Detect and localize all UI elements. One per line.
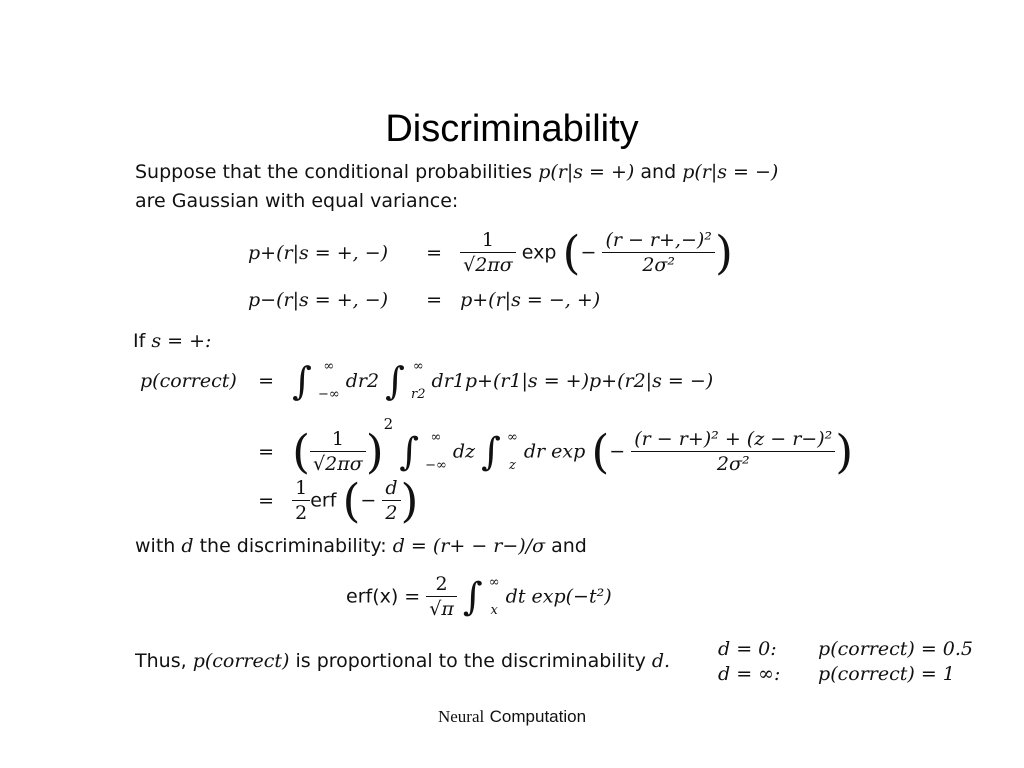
pcorrect-eq-1: = (258, 370, 274, 392)
pcorrect-eq-3: = (258, 489, 274, 512)
intro-expr-minus: p(r|s = −) (682, 161, 779, 183)
pcorrect-row-2 (140, 415, 854, 479)
integral-limits-erf (489, 576, 500, 618)
row2-norm-fraction (310, 427, 366, 476)
pcorrect-eq-2: = (258, 440, 274, 463)
gauss-exp-fraction (602, 228, 715, 277)
with-expr: d = (r+ − r−)/σ (392, 535, 546, 557)
case-1-condition: d = 0: (718, 638, 777, 660)
case-1-result: p(correct) = 0.5 (818, 638, 974, 660)
erf-lhs: erf(x) = (346, 585, 421, 608)
footer-computation: Computation (489, 707, 587, 726)
case-row-1 (718, 638, 973, 660)
gauss-open-paren: ( (562, 225, 581, 280)
intro-text: Suppose that the conditional probabilities (135, 161, 533, 183)
row2-minus: − (609, 440, 626, 463)
row3-half-num: 1 (292, 476, 310, 501)
erf-int-upper: ∞ (488, 574, 500, 590)
row3-half-fraction (292, 476, 310, 525)
gauss-equation-2 (248, 289, 600, 311)
integral-limits-3 (425, 431, 447, 473)
row2-body-1: dz (452, 440, 476, 463)
intro-line-1 (135, 161, 778, 183)
integral-2-upper: ∞ (412, 359, 424, 374)
row3-open-paren: ( (342, 473, 361, 528)
pcorrect-lhs: p(correct) (140, 370, 237, 392)
gauss-close-paren: ) (714, 225, 733, 280)
gauss-norm-num: 1 (460, 228, 516, 253)
case-2-condition: d = ∞: (718, 663, 781, 685)
with-text-2: the discriminability: (199, 535, 387, 557)
row2-exp-open-paren: ( (591, 424, 610, 479)
conclusion-var: d. (651, 650, 671, 672)
row2-exp-den: 2σ² (716, 453, 750, 475)
conclusion-text-2: is proportional to the discriminability (295, 650, 646, 672)
integral-4-upper: ∞ (506, 429, 518, 445)
gauss-minus: − (580, 241, 597, 264)
gauss-exp-den: 2σ² (642, 254, 676, 276)
row3-close-paren: ) (400, 473, 419, 528)
row2-exp-num: (r − r+)² + (z − r−)² (631, 427, 835, 452)
conclusion-expr: p(correct) (192, 650, 290, 672)
row2-exp-close-paren: ) (835, 424, 854, 479)
if-text: If (133, 330, 146, 352)
integral-limits-4 (507, 431, 518, 473)
integral-sign: ∫ (462, 574, 483, 619)
integral-sign: ∫ (385, 359, 405, 403)
erf-int-lower: x (490, 602, 498, 618)
erf-num: 2 (426, 572, 457, 597)
pcorrect-row-3 (140, 473, 419, 528)
erf-body: dt exp(−t²) (505, 585, 612, 608)
pcorrect-row-1 (140, 360, 713, 402)
if-condition: s = +: (151, 330, 212, 352)
integral-sign: ∫ (399, 429, 420, 474)
gauss-exp: exp (521, 241, 557, 264)
slide-title: Discriminability (385, 108, 639, 150)
gauss-eq-1: = (426, 241, 442, 264)
gauss-equation-1 (248, 225, 733, 280)
integral-4-lower: z (508, 457, 516, 473)
row1-body-2: dr1p+(r1|s = +)p+(r2|s = −) (431, 370, 714, 392)
row2-exp-fraction (631, 427, 835, 476)
with-text-1: with (135, 535, 176, 557)
integral-sign: ∫ (481, 429, 501, 474)
erf-definition (346, 572, 612, 621)
gauss-norm-fraction (460, 228, 516, 277)
gauss-norm-den: √2πσ (463, 254, 513, 276)
gauss-exp-num: (r − r+,−)² (602, 228, 715, 253)
integral-limits-2 (411, 360, 426, 402)
integral-2-lower: r2 (410, 387, 426, 402)
intro-expr-plus: p(r|s = +) (538, 161, 635, 183)
integral-3-upper: ∞ (430, 429, 442, 445)
row2-power: 2 (383, 415, 394, 433)
row2-body-2: dr exp (523, 440, 586, 463)
footer-neural: Neural (437, 707, 485, 726)
gauss-rhs-2: p+(r|s = −, +) (460, 289, 601, 311)
with-var: d (181, 535, 194, 557)
row3-half-den: 2 (295, 502, 308, 524)
integral-1-upper: ∞ (323, 359, 335, 374)
if-line (133, 330, 211, 352)
row2-open-paren: ( (292, 424, 311, 479)
row1-body-1: dr2 (345, 370, 380, 392)
integral-limits-1 (318, 360, 340, 402)
intro-and: and (640, 161, 677, 183)
integral-3-lower: −∞ (425, 457, 447, 473)
row3-arg-fraction (382, 476, 400, 525)
erf-den: √π (429, 598, 454, 620)
row3-arg-num: d (382, 476, 400, 501)
slide-footer (0, 707, 1024, 727)
with-line (135, 535, 587, 557)
row3-erf: erf (310, 489, 337, 512)
case-2-result: p(correct) = 1 (818, 663, 955, 685)
intro-line-2: are Gaussian with equal variance: (135, 190, 459, 212)
integral-1-lower: −∞ (317, 387, 340, 402)
gauss-lhs-2: p−(r|s = +, −) (248, 289, 389, 311)
row3-minus: − (360, 489, 377, 512)
row3-arg-den: 2 (385, 502, 398, 524)
row2-norm-den: √2πσ (313, 453, 363, 475)
conclusion-text-1: Thus, (135, 650, 187, 672)
row2-close-paren: ) (365, 424, 384, 479)
integral-sign: ∫ (292, 359, 312, 403)
with-text-3: and (551, 535, 587, 557)
row2-norm-num: 1 (310, 427, 366, 452)
conclusion-line (135, 650, 670, 672)
gauss-lhs-1: p+(r|s = +, −) (248, 241, 389, 264)
erf-fraction (426, 572, 457, 621)
case-row-2 (718, 663, 955, 685)
gauss-eq-2: = (426, 289, 442, 311)
